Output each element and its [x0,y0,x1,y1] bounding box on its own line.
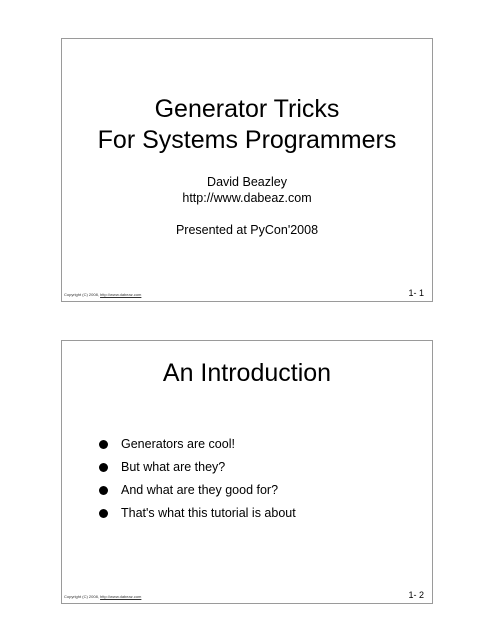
page-number: 1- 1 [408,288,424,298]
copyright-text: Copyright (C) 2008, [64,292,99,297]
page-number: 1- 2 [408,590,424,600]
list-item [99,502,296,525]
copyright-text: Copyright (C) 2008, [64,594,99,599]
presented-at: Presented at PyCon'2008 [175,223,319,237]
title-line-1: Generator Tricks [154,95,340,123]
presenter-info [62,174,432,238]
bullet-text: That's what this tutorial is about [121,506,296,520]
copyright-url[interactable]: http://www.dabeaz.com [100,594,142,599]
bullet-text: And what are they good for? [121,483,279,497]
author-website: http://www.dabeaz.com [182,191,312,205]
bullet-icon [99,509,108,518]
list-item [99,479,296,502]
bullet-icon [99,440,108,449]
bullet-icon [99,463,108,472]
slide-title: An Introduction [162,359,332,387]
bullet-list [99,433,296,525]
copyright-url[interactable]: http://www.dabeaz.com [100,292,142,297]
bullet-text: But what are they? [121,460,226,474]
copyright-notice [64,292,141,297]
title-line-2: For Systems Programmers [97,126,397,154]
list-item [99,433,296,456]
slide-2 [61,340,433,604]
bullet-text: Generators are cool! [121,437,235,451]
slide-1 [61,38,433,302]
list-item [99,456,296,479]
author-name: David Beazley [207,175,287,189]
bullet-icon [99,486,108,495]
slide-title [62,94,432,156]
copyright-notice [64,594,141,599]
